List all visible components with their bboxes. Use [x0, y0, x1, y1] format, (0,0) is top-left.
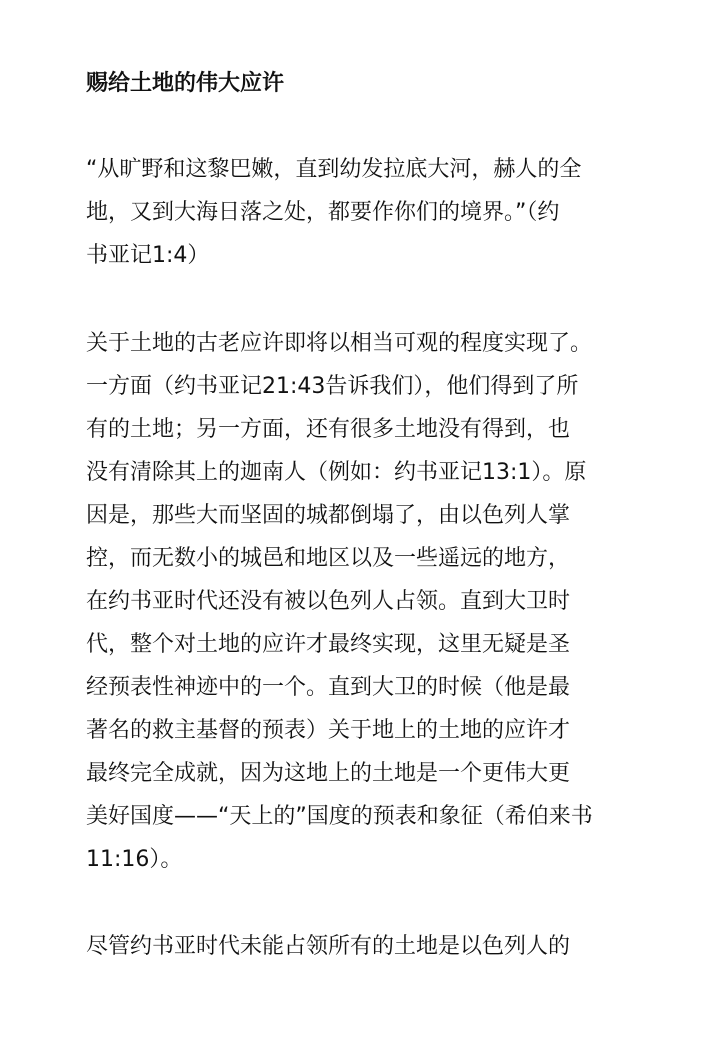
text-line: 控，而无数小的城邑和地区以及一些遥远的地方，	[86, 546, 571, 571]
document-title: 赐给土地的伟大应许	[86, 71, 285, 96]
text-line: 一方面（约书亚记21:43告诉我们），他们得到了所	[86, 374, 579, 399]
text-line: 有的土地；另一方面，还有很多土地没有得到，也	[86, 417, 571, 442]
text-line: 最终完全成就，因为这地上的土地是一个更伟大更	[86, 761, 571, 786]
text-line: 美好国度——“天上的”国度的预表和象征（希伯来书	[86, 804, 593, 829]
paragraph-continued	[86, 925, 646, 968]
text-line: 著名的救主基督的预表）关于地上的土地的应许才	[86, 718, 571, 743]
text-line: 在约书亚时代还没有被以色列人占领。直到大卫时	[86, 589, 571, 614]
text-line: 地，又到大海日落之处，都要作你们的境界。”（约	[86, 200, 560, 225]
paragraph-quote	[86, 148, 646, 277]
text-line: 书亚记1:4）	[86, 243, 210, 268]
paragraph-body	[86, 322, 646, 881]
text-line: 11:16）。	[86, 847, 183, 872]
text-line: 经预表性神迹中的一个。直到大卫的时候（他是最	[86, 675, 571, 700]
text-line: 没有清除其上的迦南人（例如：约书亚记13:1）。原	[86, 460, 587, 485]
text-line: “从旷野和这黎巴嫩，直到幼发拉底大河，赫人的全	[86, 157, 582, 182]
text-line: 因是，那些大而坚固的城都倒塌了，由以色列人掌	[86, 503, 571, 528]
text-line: 尽管约书亚时代未能占领所有的土地是以色列人的	[86, 934, 571, 959]
text-line: 代，整个对土地的应许才最终实现，这里无疑是圣	[86, 632, 571, 657]
text-line: 关于土地的古老应许即将以相当可观的程度实现了。	[86, 331, 593, 356]
